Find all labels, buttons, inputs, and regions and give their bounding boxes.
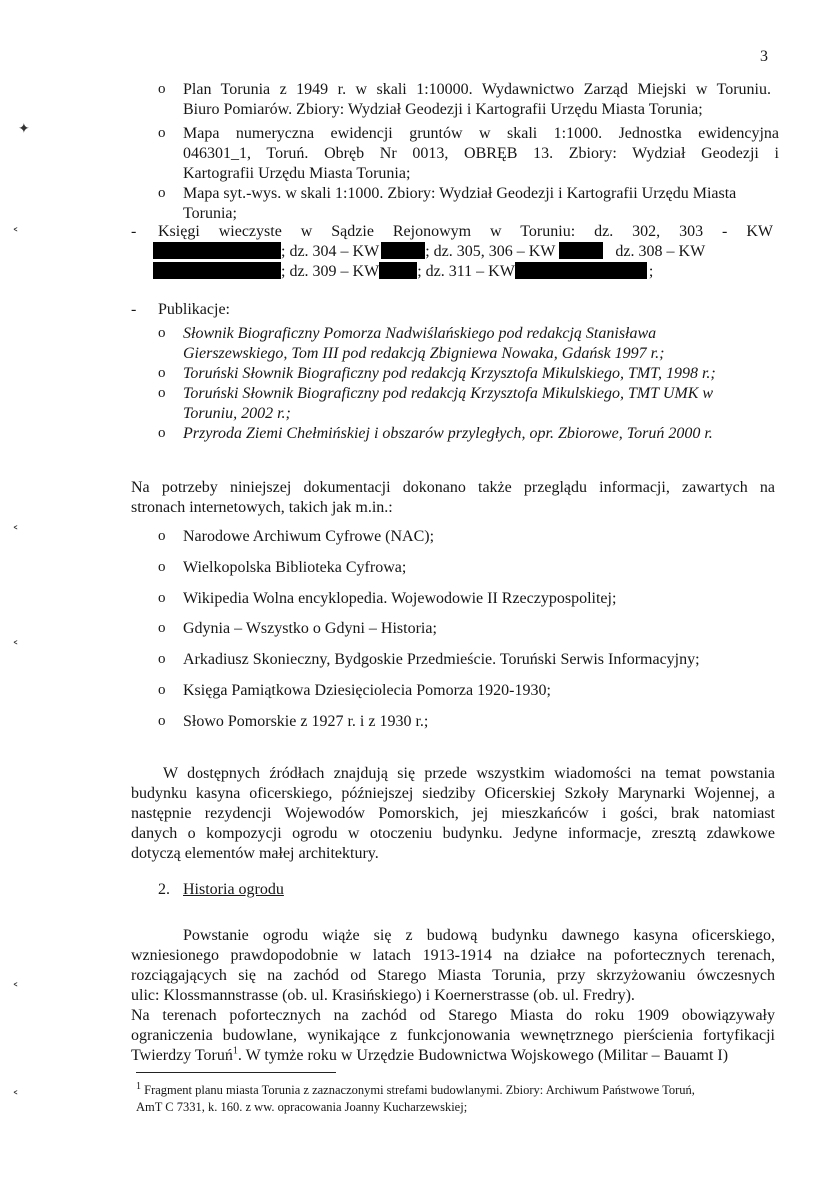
margin-mark: ˂ — [12, 982, 19, 998]
list-bullet: o — [158, 125, 166, 141]
list-bullet: o — [158, 365, 166, 381]
internet-intro-line: stronach internetowych, takich jak m.in.: — [131, 499, 393, 516]
list-bullet: o — [158, 81, 166, 97]
redaction-box — [559, 242, 603, 259]
source-line: 046301_1, Toruń. Obręb Nr 0013, OBRĘB 13. Zbiory: Wydział Geodezji i — [183, 145, 779, 162]
internet-source: Gdynia – Wszystko o Gdyni – Historia; — [183, 620, 437, 637]
publication-line: Gierszewskiego, Tom III pod redakcją Zbigniewa Nowaka, Gdańsk 1997 r.; — [183, 345, 665, 362]
registry-text: ; dz. 311 – KW — [417, 263, 515, 280]
footnote-ref[interactable]: 1 — [232, 1045, 238, 1057]
internet-source: Arkadiusz Skonieczny, Bydgoskie Przedmieście. Toruński Serwis Informacyjny; — [183, 651, 700, 668]
source-line: Kartografii Urzędu Miasta Torunia; — [183, 165, 411, 182]
list-bullet: o — [158, 559, 166, 575]
history-line: wzniesionego prawdopodobnie w latach 1913-1914 na działce na pofortecznych terenach, — [131, 947, 775, 964]
list-bullet: o — [158, 682, 166, 698]
registry-text: ; — [648, 263, 654, 280]
list-dash: - — [131, 301, 137, 318]
history-text: . W tymże roku w Urzędzie Budownictwa Wojskowego (Militar – Bauamt I) — [237, 1047, 729, 1064]
internet-source: Księga Pamiątkowa Dziesięciolecia Pomorza 1920-1930; — [183, 682, 551, 699]
list-bullet: o — [158, 425, 166, 441]
source-line: Mapa syt.-wys. w skali 1:1000. Zbiory: Wydział Geodezji i Kartografii Urzędu Miasta — [183, 185, 737, 202]
internet-source: Wielkopolska Biblioteka Cyfrowa; — [183, 559, 407, 576]
list-bullet: o — [158, 385, 166, 401]
publication-line: Toruniu, 2002 r.; — [183, 405, 291, 422]
redaction-box — [153, 262, 281, 279]
list-bullet: o — [158, 528, 166, 544]
history-text: Twierdzy Toruń — [131, 1047, 233, 1064]
list-bullet: o — [158, 590, 166, 606]
summary-line: budynku kasyna oficerskiego, późniejszej siedziby Oficerskiej Szkoły Marynarki Wojennej, a — [131, 785, 775, 802]
footnote — [136, 1082, 776, 1116]
publication-line: Słownik Biograficzny Pomorza Nadwiślańskiego pod redakcją Stanisława — [183, 325, 657, 342]
redaction-box — [515, 262, 647, 279]
publication-line: Przyroda Ziemi Chełmińskiej i obszarów przyległych, opr. Zbiorowe, Toruń 2000 r. — [183, 425, 713, 442]
margin-mark: ✦ — [18, 121, 30, 137]
publication-line: Toruński Słownik Biograficzny pod redakcją Krzysztofa Mikulskiego, TMT, 1998 r.; — [183, 365, 716, 382]
publications-heading: Publikacje: — [158, 301, 230, 318]
summary-line: danych o kompozycji ogrodu w otoczeniu budynku. Jedyne informacje, zresztą zdawkowe — [131, 825, 775, 842]
internet-source: Narodowe Archiwum Cyfrowe (NAC); — [183, 528, 435, 545]
margin-mark: ˂ — [12, 227, 19, 243]
history-line: Powstanie ogrodu wiąże się z budową budynku dawnego kasyna oficerskiego, — [183, 927, 775, 944]
internet-source: Słowo Pomorskie z 1927 r. i z 1930 r.; — [183, 713, 429, 730]
history-line — [131, 1046, 781, 1066]
list-bullet: o — [158, 651, 166, 667]
redaction-box — [381, 242, 425, 259]
source-line: Plan Torunia z 1949 r. w skali 1:10000. Wydawnictwo Zarząd Miejski w Toruniu. — [183, 81, 771, 98]
footnote-number: 1 — [136, 1080, 141, 1092]
registry-line — [153, 242, 778, 262]
registry-text: ; dz. 309 – KW — [281, 263, 380, 280]
margin-mark: ˂ — [12, 1090, 19, 1106]
footnote-divider — [136, 1072, 336, 1073]
internet-source: Wikipedia Wolna encyklopedia. Wojewodowie II Rzeczypospolitej; — [183, 590, 617, 607]
list-bullet: o — [158, 185, 166, 201]
footnote-text: AmT C 7331, k. 160. z ww. opracowania Joanny Kucharzewskiej; — [136, 1100, 468, 1114]
footnote-text: Fragment planu miasta Torunia z zaznaczonymi strefami budowlanymi. Zbiory: Archiwum Państwowe Toruń, — [144, 1083, 695, 1097]
margin-mark: ˂ — [12, 640, 19, 656]
list-bullet: o — [158, 325, 166, 341]
publication-line: Toruński Słownik Biograficzny pod redakcją Krzysztofa Mikulskiego, TMT UMK w — [183, 385, 714, 402]
history-line: Na terenach pofortecznych na zachód od Starego Miasta do roku 1909 obowiązywały — [131, 1007, 775, 1024]
margin-mark: ˂ — [12, 525, 19, 541]
source-line: Biuro Pomiarów. Zbiory: Wydział Geodezji i Kartografii Urzędu Miasta Torunia; — [183, 101, 703, 118]
history-line: ulic: Klossmannstrasse (ob. ul. Krasińskiego) i Koernerstrasse (ob. ul. Fredry). — [131, 987, 635, 1004]
history-line: ograniczenia budowlane, wynikające z funkcjonowania wewnętrznego pierścienia fortyfikacji — [131, 1027, 775, 1044]
section-title: Historia ogrodu — [183, 881, 284, 898]
registry-text: dz. 308 – KW — [615, 243, 706, 260]
registry-text: ; dz. 304 – KW — [281, 243, 380, 260]
registry-line: Księgi wieczyste w Sądzie Rejonowym w Toruniu: dz. 302, 303 - KW — [158, 223, 773, 240]
list-bullet: o — [158, 713, 166, 729]
redaction-box — [153, 242, 281, 259]
history-line: rozciągających się na zachód od Starego Miasta Torunia, przy skrzyżowaniu ówczesnych — [131, 967, 775, 984]
source-line: Torunia; — [183, 205, 237, 222]
registry-line — [153, 262, 778, 282]
page-number: 3 — [760, 48, 768, 65]
summary-line: dotyczą elementów małej architektury. — [131, 845, 379, 862]
internet-intro-line: Na potrzeby niniejszej dokumentacji dokonano także przeglądu informacji, zawartych na — [131, 479, 775, 496]
list-bullet: o — [158, 620, 166, 636]
source-line: Mapa numeryczna ewidencji gruntów w skali 1:1000. Jednostka ewidencyjna — [183, 125, 779, 142]
summary-line: W dostępnych źródłach znajdują się przede wszystkim wiadomości na temat powstania — [163, 765, 775, 782]
registry-text: ; dz. 305, 306 – KW — [425, 243, 556, 260]
list-dash: - — [131, 223, 137, 240]
redaction-box — [379, 262, 417, 279]
summary-line: następnie rezydencji Wojewodów Pomorskich, jej mieszkańców i gości, brak natomiast — [131, 805, 775, 822]
section-number: 2. — [158, 881, 170, 898]
